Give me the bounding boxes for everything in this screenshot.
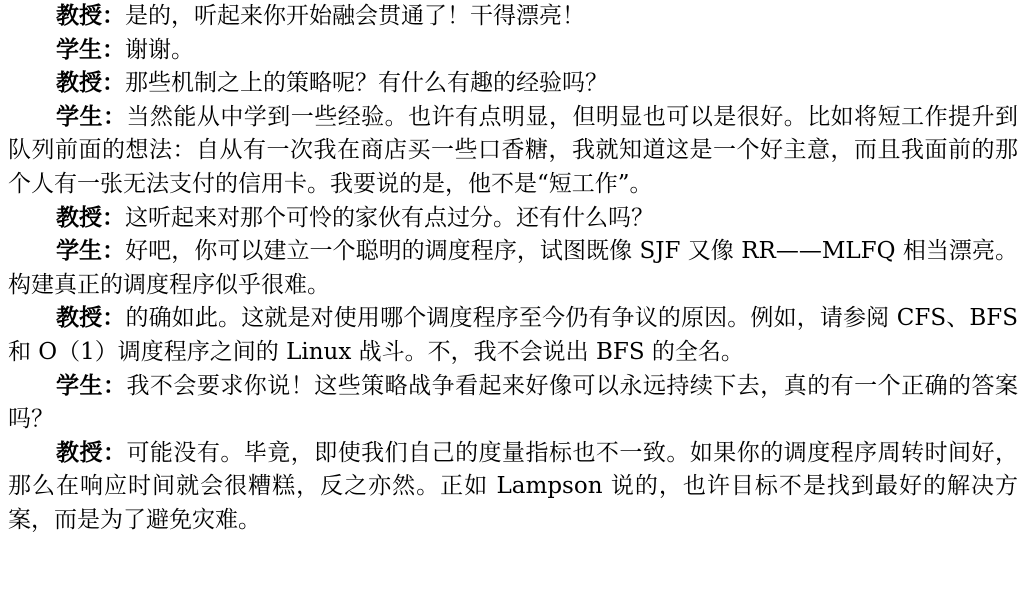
dialogue-line bbox=[8, 101, 1018, 202]
dialogue-text: 好吧，你可以建立一个聪明的调度程序，试图既像 SJF 又像 RR——MLFQ 相当漂亮。构建真正的调度程序似乎很难。 bbox=[8, 238, 1019, 298]
speaker-label: 学生： bbox=[56, 36, 125, 63]
dialogue-text: 的确如此。这就是对使用哪个调度程序至今仍有争议的原因。例如，请参阅 CFS、BFS 和 O（1）调度程序之间的 Linux 战斗。不，我不会说出 BFS 的全名。 bbox=[8, 305, 1019, 365]
dialogue-line bbox=[8, 437, 1018, 538]
dialogue-text: 这听起来对那个可怜的家伙有点过分。还有什么吗？ bbox=[125, 204, 654, 231]
dialogue-line bbox=[8, 34, 1018, 68]
dialogue-line bbox=[8, 202, 1018, 236]
dialogue-line bbox=[8, 302, 1018, 369]
speaker-label: 教授： bbox=[56, 204, 125, 231]
dialogue-text: 是的，听起来你开始融会贯通了！干得漂亮！ bbox=[125, 3, 585, 29]
speaker-label: 教授： bbox=[56, 70, 125, 97]
dialogue-text: 我不会要求你说！这些策略战争看起来好像可以永远持续下去，真的有一个正确的答案吗？ bbox=[8, 372, 1019, 433]
speaker-label: 学生： bbox=[56, 238, 126, 265]
dialogue-text: 那些机制之上的策略呢？有什么有趣的经验吗？ bbox=[125, 70, 608, 97]
dialogue-line bbox=[8, 370, 1018, 437]
speaker-label: 教授： bbox=[56, 439, 127, 466]
dialogue-text: 可能没有。毕竟，即使我们自己的度量指标也不一致。如果你的调度程序周转时间好，那么在响应时间就会很糟糕，反之亦然。正如 Lampson 说的，也许目标不是找到最好的解决方案，而是为了避免灾难。 bbox=[8, 439, 1019, 533]
speaker-label: 教授： bbox=[56, 3, 125, 29]
dialogue-line bbox=[8, 0, 1018, 34]
speaker-label: 教授： bbox=[56, 305, 126, 332]
speaker-label: 学生： bbox=[56, 372, 127, 399]
dialogue-text: 谢谢。 bbox=[125, 36, 194, 63]
dialogue-line bbox=[8, 235, 1018, 302]
speaker-label: 学生： bbox=[56, 103, 127, 130]
dialogue-text: 当然能从中学到一些经验。也许有点明显，但明显也可以是很好。比如将短工作提升到队列前面的想法：自从有一次我在商店买一些口香糖，我就知道这是一个好主意，而且我面前的那个人有一张无法支付的信用卡。我要说的是，他不是“短工作”。 bbox=[8, 103, 1019, 197]
dialogue-line bbox=[8, 67, 1018, 101]
